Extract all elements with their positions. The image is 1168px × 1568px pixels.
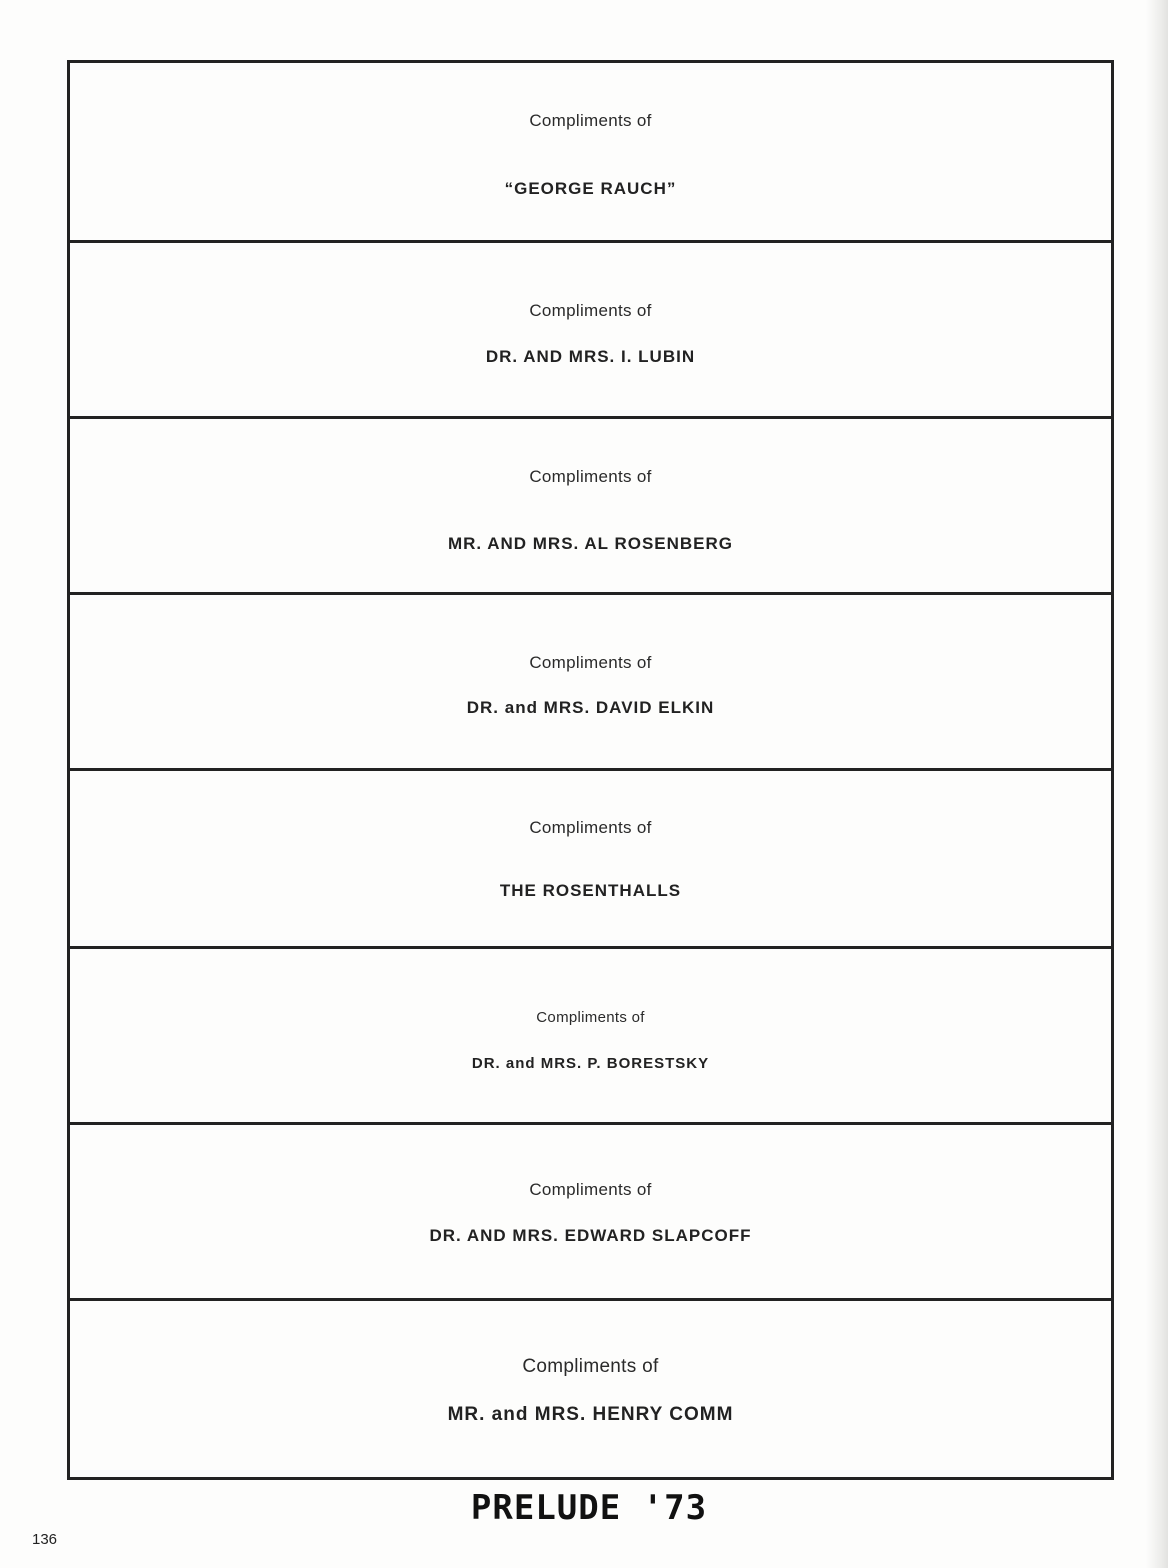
ad-compliments-text: Compliments of — [529, 467, 652, 486]
page-number: 136 — [32, 1531, 58, 1548]
ad-compliments-text: Compliments of — [529, 1180, 652, 1199]
ad-grid — [67, 60, 1114, 1480]
ad-compliments-text: Compliments of — [536, 1009, 645, 1026]
ad-box-slapcoff — [70, 1122, 1111, 1299]
ad-sponsor-name: DR. and MRS. P. BORESTSKY — [471, 1055, 710, 1072]
ad-sponsor-name: MR. and MRS. HENRY COMM — [447, 1404, 734, 1425]
ad-sponsor-name: MR. AND MRS. AL ROSENBERG — [447, 534, 734, 553]
ad-box-elkin — [70, 592, 1111, 769]
ad-compliments-text: Compliments of — [529, 111, 652, 130]
ad-compliments-text: Compliments of — [529, 818, 652, 837]
ad-compliments-text: Compliments of — [522, 1356, 659, 1377]
ad-sponsor-name: THE ROSENTHALLS — [499, 881, 682, 900]
ad-box-comm — [70, 1298, 1111, 1477]
ad-box-lubin — [70, 240, 1111, 417]
ad-box-rauch — [70, 63, 1111, 241]
ad-compliments-text: Compliments of — [529, 301, 652, 320]
yearbook-title: PRELUDE '73 — [470, 1488, 708, 1528]
ad-sponsor-name: “GEORGE RAUCH” — [504, 179, 677, 198]
ad-box-borestsky — [70, 946, 1111, 1123]
ad-box-rosenberg — [70, 416, 1111, 593]
ad-sponsor-name: DR. AND MRS. EDWARD SLAPCOFF — [429, 1226, 752, 1245]
ad-compliments-text: Compliments of — [529, 653, 652, 672]
ad-sponsor-name: DR. AND MRS. I. LUBIN — [485, 347, 696, 366]
ad-sponsor-name: DR. and MRS. DAVID ELKIN — [466, 698, 715, 717]
ad-box-rosenthalls — [70, 768, 1111, 947]
page-edge-shadow — [1146, 0, 1168, 1568]
